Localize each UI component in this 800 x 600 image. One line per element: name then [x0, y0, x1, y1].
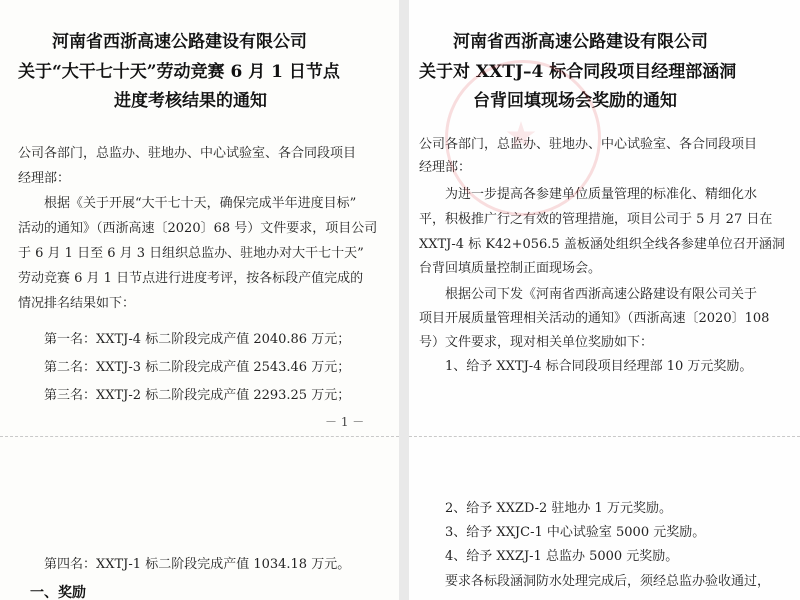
- right-title-line-1: 河南省西浙高速公路建设有限公司: [453, 32, 708, 52]
- right-award-line: 4、给予 XXZJ-1 总监办 5000 元奖励。: [445, 549, 679, 564]
- left-body-line: 经理部：: [18, 171, 71, 186]
- right-body-line: 公司各部门，总监办、驻地办、中心试验室、各合同段项目: [419, 137, 758, 152]
- right-body-line: 要求各标段涵洞防水处理完成后，须经总监办验收通过，: [445, 574, 771, 589]
- left-title-line-1: 河南省西浙高速公路建设有限公司: [52, 32, 307, 52]
- right-body-line: 号）文件要求，现对相关单位奖励如下：: [419, 335, 654, 350]
- right-body-line: 根据公司下发《河南省西浙高速公路建设有限公司关于: [445, 287, 758, 302]
- left-body-line: 劳动竞赛 6 月 1 日节点进行进度考评，按各标段产值完成的: [18, 271, 364, 286]
- right-title-line-2: 关于对 XXTJ–4 标合同段项目经理部涵洞: [419, 62, 737, 82]
- left-page-number: － 1 －: [325, 415, 365, 429]
- right-award-line: 2、给予 XXZD-2 驻地办 1 万元奖励。: [445, 501, 672, 516]
- right-body-line: 平，积极推广行之有效的管理措施，项目公司于 5 月 27 日在: [419, 212, 773, 227]
- page-gap: [399, 0, 409, 600]
- left-document-page: [0, 0, 399, 600]
- right-award-line: 3、给予 XXJC-1 中心试验室 5000 元奖励。: [445, 525, 706, 540]
- right-body-line: XXTJ-4 标 K42+056.5 盖板涵处组织全线各参建单位召开涵洞: [419, 237, 785, 252]
- left-ranking-line: 第四名：XXTJ-1 标二阶段完成产值 1034.18 万元。: [44, 557, 351, 572]
- official-seal-stamp: [445, 60, 601, 216]
- left-ranking-line: 第一名：XXTJ-4 标二阶段完成产值 2040.86 万元；: [44, 332, 351, 347]
- left-title-line-2: 关于“大干七十天”劳动竞赛 6 月 1 日节点: [18, 62, 340, 82]
- page-break-divider: [0, 436, 399, 437]
- left-body-line: 活动的通知》（西浙高速〔2020〕68 号）文件要求，项目公司: [18, 221, 378, 236]
- left-ranking-line: 第三名：XXTJ-2 标二阶段完成产值 2293.25 万元；: [44, 388, 351, 403]
- left-body-line: 根据《关于开展“大干七十天，确保完成半年进度目标”: [44, 196, 357, 211]
- left-section-heading: 一、奖励: [30, 585, 86, 600]
- right-body-line: 项目开展质量管理相关活动的通知》（西浙高速〔2020〕108: [419, 311, 770, 326]
- left-title-line-3: 进度考核结果的通知: [114, 91, 267, 111]
- right-title-line-3: 台背回填现场会奖励的通知: [473, 91, 677, 111]
- right-body-line: 台背回填质量控制正面现场会。: [419, 261, 602, 276]
- right-body-line: 为进一步提高各参建单位质量管理的标准化、精细化水: [445, 187, 758, 202]
- right-award-line: 1、给予 XXTJ-4 标合同段项目经理部 10 万元奖励。: [445, 359, 753, 374]
- left-ranking-line: 第二名：XXTJ-3 标二阶段完成产值 2543.46 万元；: [44, 360, 351, 375]
- left-body-line: 于 6 月 1 日至 6 月 3 日组织总监办、驻地办对大干七十天”: [18, 246, 364, 261]
- page-break-divider: [409, 436, 800, 437]
- left-body-line: 情况排名结果如下：: [18, 296, 136, 311]
- left-body-line: 公司各部门，总监办、驻地办、中心试验室、各合同段项目: [18, 146, 357, 161]
- right-body-line: 经理部：: [419, 160, 472, 175]
